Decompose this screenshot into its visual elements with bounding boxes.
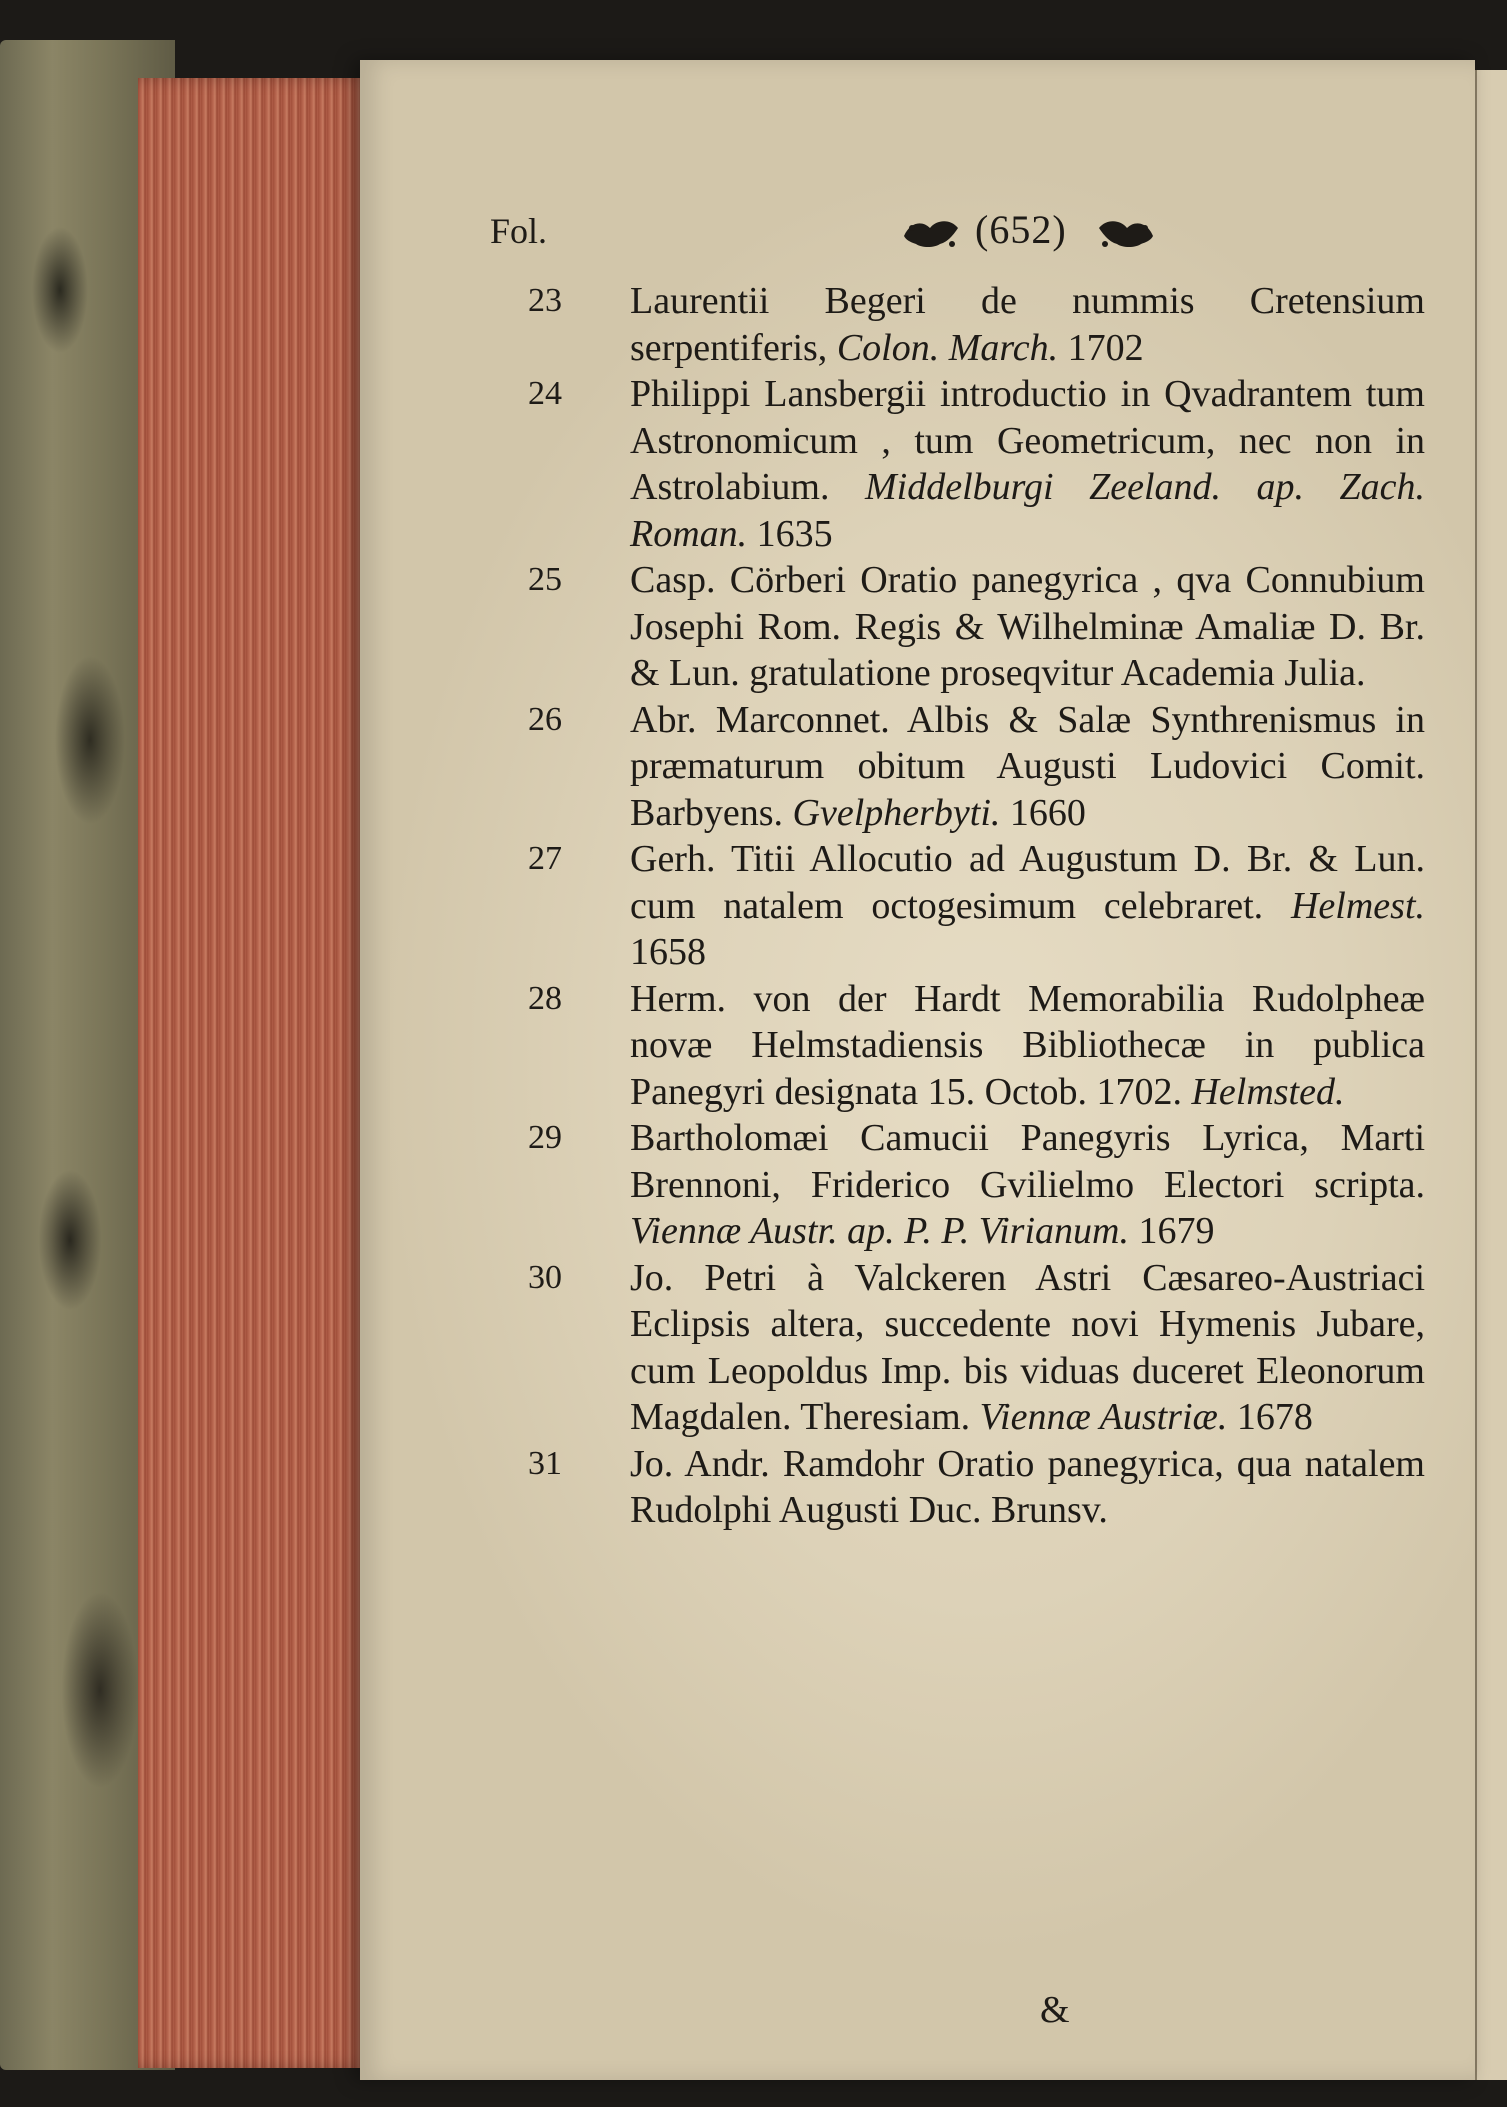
entry-23 xyxy=(360,278,1475,371)
page-header xyxy=(360,207,1475,270)
entry-place: Gvelpherbyti. xyxy=(792,791,1001,834)
entry-27 xyxy=(360,836,1475,976)
entry-text xyxy=(630,371,1425,557)
entry-place: Viennæ Austriæ. xyxy=(979,1396,1228,1438)
entry-title: Laurentii Begeri de nummis Cretensium serpentiferis, xyxy=(630,280,1425,369)
entry-year: 1658 xyxy=(630,931,706,973)
entry-title: Abr. Marconnet. Albis & Salæ Synthrenismus in præmaturum obitum Augusti Ludovici Comit. Barbyens. xyxy=(630,698,1425,834)
entry-number: 23 xyxy=(528,282,562,319)
entry-number: 30 xyxy=(528,1258,562,1296)
book-page xyxy=(360,60,1475,2080)
page-edges xyxy=(138,78,373,2068)
entry-year: 1678 xyxy=(1236,1396,1313,1438)
entry-title: Philippi Lansbergii introductio in Qvadrantem tum Astronomicum , tum Geometricum, nec non in Astrolabium. xyxy=(630,373,1425,508)
entry-text xyxy=(630,836,1425,976)
entry-year: 1702 xyxy=(1067,326,1144,369)
entry-number: 26 xyxy=(528,700,562,738)
entry-number: 27 xyxy=(528,840,562,877)
entry-place: Middelburgi Zeeland. ap. Zach. Roman. xyxy=(630,466,1426,555)
entry-text xyxy=(630,1115,1425,1255)
entry-text xyxy=(630,278,1425,371)
entry-title: Jo. Petri à Valckeren Astri Cæsareo-Austriaci Eclipsis altera, succedente novi Hymenis Jubare, cum Leopoldus Imp. bis viduas duceret Eleonorum Magdalen. Theresiam. xyxy=(630,1256,1425,1438)
ornament-left-icon xyxy=(900,214,962,254)
ornament-right-icon xyxy=(1095,214,1157,254)
facing-page-edge xyxy=(1475,70,1507,2080)
entry-title: Casp. Cörberi Oratio panegyrica , qva Connubium Josephi Rom. Regis & Wilhelminæ Amaliæ D. Br. & Lun. gratulatione proseqvitur Academia Julia. xyxy=(630,559,1425,694)
entry-number: 31 xyxy=(528,1444,562,1482)
entry-28 xyxy=(360,976,1475,1116)
entry-place: Helmest. xyxy=(1290,884,1426,927)
entry-24 xyxy=(360,371,1475,557)
entry-place: Colon. March. xyxy=(836,326,1059,369)
fol-label: Fol. xyxy=(490,211,548,251)
entry-text xyxy=(630,557,1425,697)
page-number: (652) xyxy=(975,207,1067,252)
entry-25 xyxy=(360,557,1475,697)
entry-number: 24 xyxy=(528,375,562,412)
entry-text xyxy=(630,1441,1425,1534)
entry-29 xyxy=(360,1115,1475,1255)
entry-place: Helmsted. xyxy=(1191,1070,1345,1113)
entry-title: Gerh. Titii Allocutio ad Augustum D. Br. & Lun. cum natalem octogesimum celebraret. xyxy=(630,838,1425,927)
entry-text xyxy=(630,976,1425,1116)
entry-year: 1679 xyxy=(1138,1210,1215,1252)
catchword: & xyxy=(1040,1989,1070,2031)
entry-31 xyxy=(360,1441,1475,1534)
entry-place: Viennæ Austr. ap. P. P. Virianum. xyxy=(630,1210,1129,1252)
entry-number: 29 xyxy=(528,1119,562,1156)
entry-title: Herm. von der Hardt Memorabilia Rudolpheæ novæ Helmstadiensis Bibliothecæ in publica Panegyri designata 15. Octob. 1702. xyxy=(630,977,1425,1113)
entry-text xyxy=(630,1255,1425,1441)
entry-year: 1660 xyxy=(1009,791,1086,834)
entry-number: 25 xyxy=(528,561,562,598)
entry-26 xyxy=(360,697,1475,837)
entry-text xyxy=(630,697,1425,837)
catalog-entries xyxy=(360,278,1475,1534)
entry-number: 28 xyxy=(528,979,562,1017)
entry-title: Jo. Andr. Ramdohr Oratio panegyrica, qua natalem Rudolphi Augusti Duc. Brunsv. xyxy=(630,1442,1425,1531)
entry-title: Bartholomæi Camucii Panegyris Lyrica, Marti Brennoni, Friderico Gvilielmo Electori scripta. xyxy=(630,1117,1425,1206)
entry-30 xyxy=(360,1255,1475,1441)
entry-year: 1635 xyxy=(756,512,833,555)
